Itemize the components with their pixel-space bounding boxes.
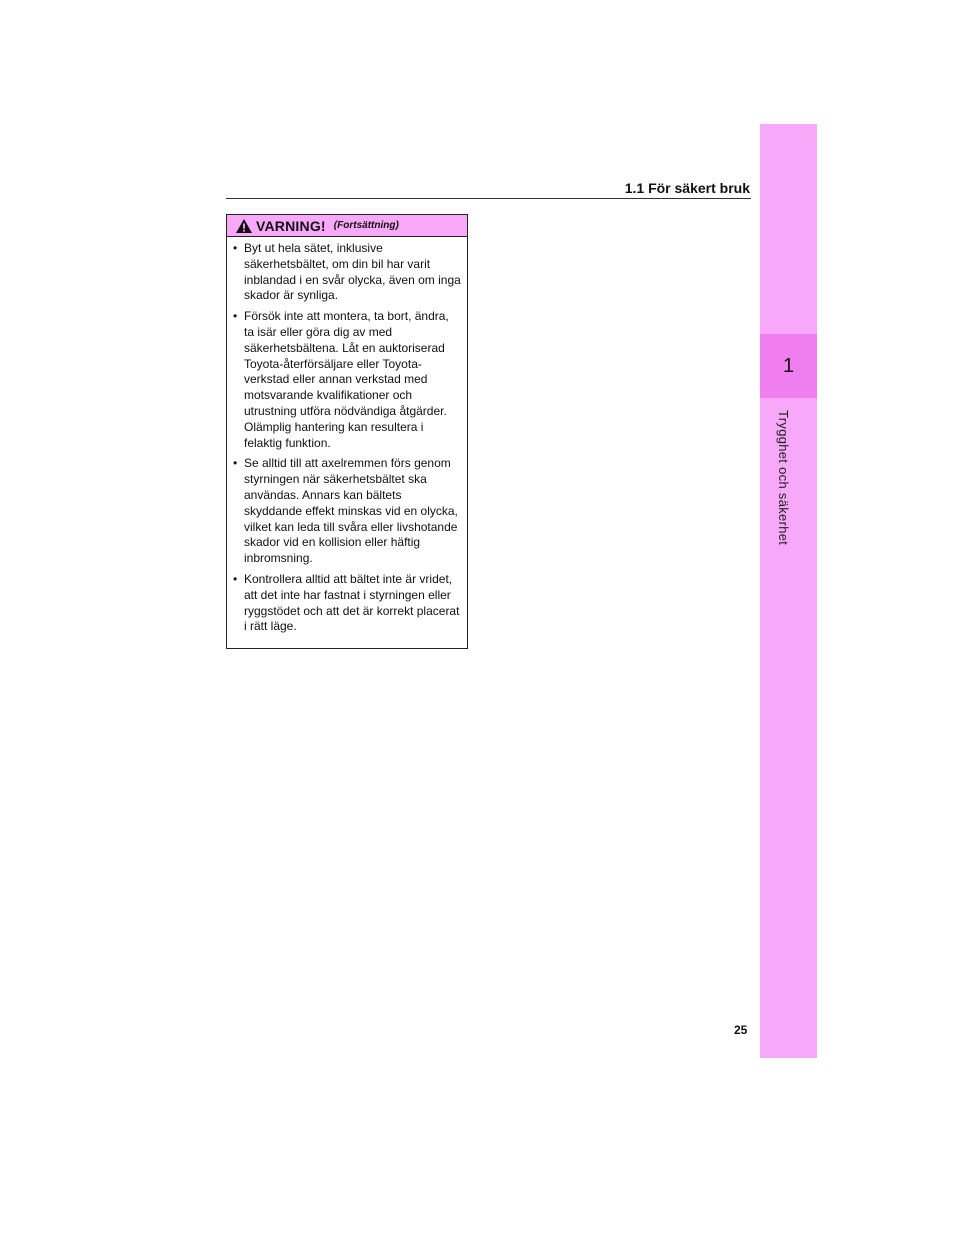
warning-box xyxy=(226,214,468,649)
chapter-title: Trygghet och säkerhet xyxy=(776,410,791,546)
page-number: 25 xyxy=(734,1023,748,1037)
warning-header xyxy=(227,215,467,237)
header-divider xyxy=(226,198,751,199)
warning-list xyxy=(227,237,467,648)
section-title: 1.1 För säkert bruk xyxy=(624,180,750,196)
warning-label: VARNING! xyxy=(256,217,326,234)
chapter-number: 1 xyxy=(782,354,795,377)
chapter-number-tab xyxy=(760,334,817,398)
warning-item: • Byt ut hela sätet, inklusive säkerhetsbältet, om din bil har varit inblandad i en svår olycka, även om inga skador är synliga. xyxy=(231,241,461,304)
warning-continuation: (Fortsättning) xyxy=(333,220,399,231)
warning-item: • Kontrollera alltid att bältet inte är vridet, att det inte har fastnat i styrningen eller ryggstödet och att det är korrekt placerat i rätt läge. xyxy=(231,572,461,635)
chapter-side-tab xyxy=(760,124,817,1058)
warning-triangle-icon xyxy=(235,218,253,234)
warning-item: • Försök inte att montera, ta bort, ändra, ta isär eller göra dig av med säkerhetsbältena. Låt en auktoriserad Toyota-återförsäljare eller Toyota-verkstad eller annan verkstad med motsvarande kvalifikationer och utrustning utföra nödvändiga åtgärder. Olämplig hantering kan resultera i felaktig funktion. xyxy=(231,309,461,451)
warning-item: • Se alltid till att axelremmen förs genom styrningen när säkerhetsbältet ska användas. Annars kan bältets skyddande effekt minskas vid en olycka, vilket kan leda till svåra eller livshotande skador vid en kollision eller häftig inbromsning. xyxy=(231,456,461,567)
